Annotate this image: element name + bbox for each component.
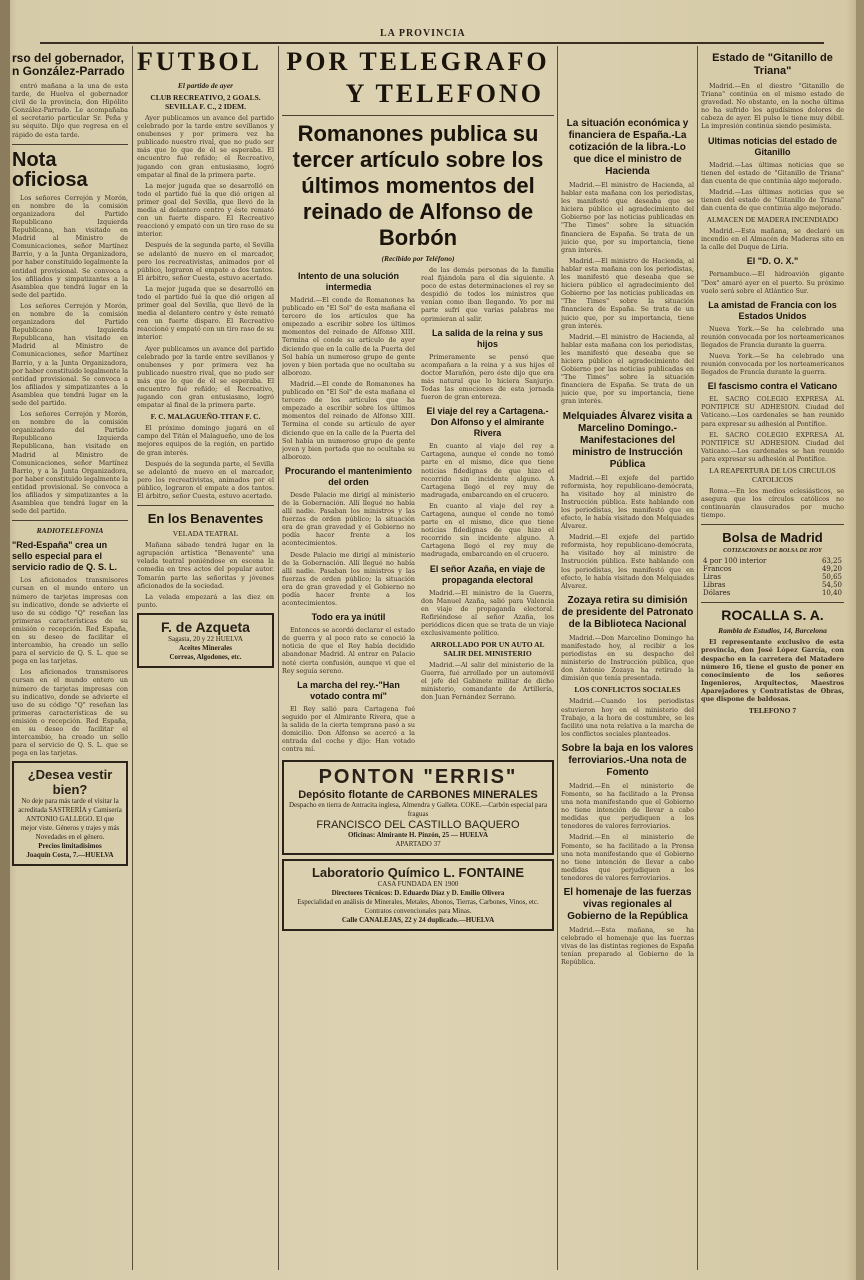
col3-s7-title: El viaje del rey a Cartagena.-Don Alfonso y el almirante Rivera [426,406,549,439]
col3-recibido: (Recibido por Teléfono) [381,254,455,263]
rate-label: Dólares [703,589,731,598]
col2-sub: El partido de ayer [177,81,234,90]
rate-label: Liras [703,573,721,582]
divider [701,524,844,525]
col4-s5-title: Sobre la baja en los valores ferroviarios.-Una nota de Fomento [561,742,694,778]
col3-s1-body-2: Madrid.—El conde de Romanones ha publicado en "El Sol" de esta mañana el tercero de los artículos que ha empezado a escribir sobre los últimos momentos del reinado de Alfonso XIII. Termina el conde su artículo de ayer diciendo que en la calle de la Puerta del Sol había un numeroso grupo de gente joven y bien portada que no ocultaba su alborozo. [282,379,415,461]
col2-ad-addr: Sagasta, 20 y 22 HUELVA [168,634,243,643]
col5-s2-title: Ultimas noticias del estado de Gitanillo [707,135,838,157]
col2-benav-title: En los Benaventes [147,511,264,527]
column-2 [137,46,274,1276]
col2-benav-body: Mañana sábado tendrá lugar en la agrupación artística "Benavente" una velada teatral poniéndose en escena la comedia en tres actos del popular autor. Tomarán parte las señoritas y jóvenes aficionados de la sociedad. [137,541,274,590]
col2-body1: Ayer publicamos un avance del partido celebrado por la tarde entre sevillanos y onubenses y por primera vez ha publicado nuestro rival, que no pudo ser más que lo que de él se esperaba. El encuentro fué reñido; el Recreativo, jugando con gran entusiasmo, logró empatar al final de la primera parte. [137,114,274,179]
col2-benav-footer: La velada empezará a las diez en punto. [137,592,274,609]
rate-value: 10,40 [821,589,842,598]
col4-s1-body: Madrid.—El ministro de Hacienda, al hablar esta mañana con los periodistas, les manifestó que deseaba que se hiciera público el agradecimiento del Gobierno por las noticias publicadas en "The Times" sobre la situación financiera de España. Se trata de un juicio que, por su importancia, tiene gran interés. [561,181,694,254]
col2-ad-title: F. de Azqueta [161,618,250,635]
divider [137,505,274,506]
col3-ad1-owner: FRANCISCO DEL CASTILLO BAQUERO [316,819,520,832]
col4-s2-body: Madrid.—El exjefe del partido reformista, hoy republicano-demócrata, ha visitado hoy al ministro de Instrucción pública. Este hablando con los periodistas, les manifestó que en efecto, le había visitado don Melquiades Álvarez. [561,473,694,531]
col4-s6-body: Madrid.—Esta mañana, se ha celebrado el homenaje que las fuerzas vivas de las distintas regiones de España tenían preparado al Gobierno de la República. [561,926,694,967]
col5-s2-body: Madrid.—Las últimas noticias que se tienen del estado de "Gitanillo de Triana" dan cuenta de que continúa algo mejorado. [701,160,844,185]
col2-body3b: Después de la segunda parte, el Sevilla se adelantó de nuevo en el marcador, pero los recreativistas, animados por el público, lograron el empate a dos tantos. El árbitro, señor Cuesta, estuvo acertado. [137,459,274,501]
column-5 [701,46,844,1276]
col4-s2-body-2: Madrid.—El exjefe del partido reformista, hoy republicano-demócrata, ha visitado hoy al ministro de Instrucción pública. Este hablando con los periodistas, les manifestó que en efecto, le había visitado don Melquiades Álvarez. [561,533,694,590]
col3-s9-title: ARROLLADO POR UN AUTO AL SALIR DEL MINISTERIO [430,640,545,659]
col5-s4-body: Pernambuco.—El hidroavión gigante "Dox" amaró ayer en el puerto. Su próximo vuelo será sobre el Atlántico Sur. [701,270,844,295]
rate-value: 50,65 [821,573,842,582]
col4-s3-body: Madrid.—Don Marcelino Domingo ha manifestado hoy, al recibir a los periodistas en su despacho del ministerio de Instrucción pública, que don Antonio Zozaya ha retirado la dimisión que tenía presentada. [561,633,694,683]
col1-title: rso del gobernador, n González-Parrado [12,51,125,78]
col4-s1-title: La situación económica y financiera de España.-La cotización de la libra.-Lo que dice el ministro de Hacienda [566,118,689,177]
col3-s6-title: La salida de la reina y sus hijos [431,327,544,349]
col5-s6-title: El fascismo contra el Vaticano [707,381,838,392]
rate-label: Libras [703,581,726,590]
divider [701,602,844,603]
col3-ad1-sub: Depósito flotante de CARBONES MINERALES [298,789,538,802]
col3-ad1-box [282,760,554,855]
col3-s8-body: Madrid.—El ministro de la Guerra, don Manuel Azaña, salió para Valencia en viaje de propaganda electoral. Refiriéndose al señor Azaña, los periódicos dicen que se trata de un viaje exclusivamente político. [421,588,554,637]
col4-s3-title: Zozaya retira su dimisión de presidente del Patronato de la Biblioteca Nacional [561,594,694,630]
col2-ad-line2: Correas, Algodones, etc. [169,652,242,661]
col3-s6-body: Primeramente se pensó que acompañara a la reina y a sus hijos el doctor Marañón, pero éste dijo que era más natural que lo hiciera Sanjurjo. Todas las emociones de esta jornada fueron de gran entereza. [421,352,554,402]
col4-s5-body-2: Madrid.—En el ministerio de Fomento, se ha facilitado a la Prensa una nota manifestando que el Gobierno no tiene intención de llevar a cabo medidas que perjudiquen a los tenedores de valores ferroviarios. [561,833,694,882]
bolsa-table [701,557,844,597]
col2-teams: CLUB RECREATIVO, 2 GOALS. SEVILLA F. C., 2 IDEM. [150,93,261,111]
col3-s4-title: La marcha del rey.-"Han votado contra mí" [297,679,400,701]
col5-s6-body: EL SACRO COLEGIO EXPRESA AL PONTIFICE SU ADHESION. Ciudad del Vaticano.—Los cardenales se han reunido para expresar su adhesión al Pontífice. [701,395,844,428]
col3-s4-body: El Rey salió para Cartagena fué seguido por el Almirante Rivera, que a la salida de la cierta temprana pasó a su domicilio. Don Alfonso se acercó a la entrada del coche y dijo: Han votado contra mí. [282,704,415,754]
col3-left [282,266,415,756]
col4-s4-body: Madrid.—Cuando los periodistas estuvieron hoy en el ministerio del Trabajo, a la hora de costumbre, se les facilitó una nota relativa a la marcha de los conflictos sociales planteados. [561,697,694,738]
col1-nota-body-3: Los señores Cerrejón y Morón, en nombre de la comisión organizadora del Partido Republicano Izquierda Republicana, han visitado en Madrid al Ministro de Comunicaciones, señor Martínez Barrio, y a la Junta Organizadora, por haber constituido legalmente la entidad provisional. Se convoca a los afiliados y simpatizantes a la Asamblea que tendrá lugar en la sede del partido. [12,410,128,516]
col5-s5-body: Nueva York.—Se ha celebrado una reunión convocada por los norteamericanos llegados de Francia durante la guerra. [701,324,844,349]
col2-benav-sub: VELADA TEATRAL [172,529,239,539]
col5-title: Estado de "Gitanillo de Triana" [712,52,833,77]
column-rule [557,46,558,1270]
divider [12,144,128,145]
col3-ad1-body: Despacho en tierra de Antracita inglesa, Almendra y Galleta. COKE.—Carbón especial para fraguas [288,801,548,819]
col3-s3-title: Todo era ya inútil [311,612,386,623]
col2-title: FUTBOL [137,47,262,76]
table-row [701,573,844,581]
col3-ad2-title: Laboratorio Químico L. FONTAINE [311,865,525,881]
col5-s7-body: Roma.—En los medios eclesiásticos, se asegura que los círculos católicos no continuarán clausurados por mucho tiempo. [701,487,844,520]
col2-ad-line1: Aceites Minerales [178,643,233,652]
col1-ad-title: ¿Desea vestir bien? [27,767,113,798]
col3-ad2-founded: CASA FUNDADA EN 1900 [377,880,459,889]
table-row [701,581,844,589]
col3-s1-body: Madrid.—El conde de Romanones ha publicado en "El Sol" de esta mañana el tercero de los artículos que ha empezado a escribir sobre los últimos momentos del reinado de Alfonso XIII. Termina el conde su artículo de ayer diciendo que en la calle de la Puerta del Sol había un numeroso grupo de gente joven y bien portada que no ocultaba su alborozo. [282,296,415,377]
col3-title1: POR TELEGRAFO [286,47,550,76]
col5-ad-phone: TELEFONO 7 [748,706,797,716]
col3-subcolumns [282,266,554,756]
col4-s4-title: LOS CONFLICTOS SOCIALES [574,685,681,695]
col5-body1: Madrid.—En el diestro "Gitanillo de Triana" continúa en el mismo estado de gravedad. No obstante, en la noche última no ha sufrido los agudísimos dolores de cabeza de ayer. El pulso le tiene muy débil. La impresión continúa siendo pesimista. [701,82,844,131]
col3-s9-body: Madrid.—Al salir del ministerio de la Guerra, fué arrollado por un automóvil el jefe del Gabinete militar de dicho ministerio, comandante de Artillería, don Juan Fernández Serrano. [421,661,554,702]
divider [12,520,128,521]
table-row [701,565,844,573]
rate-label: Francos [703,565,732,574]
col1-ad-body: No deje para más tarde el visitar la acreditada SASTRERÍA y Camisería ANTONIO GALLEGO. El que mejor viste. Géneros y trajes y más Novedades en el género. [18,797,122,842]
col2-body4: F. C. MALAGUEÑO-TITAN F. C. [150,412,261,422]
rate-value: 49,20 [821,565,842,574]
col3-ad1-apartado: APARTADO 37 [395,840,441,849]
col1-ad-box [12,761,128,866]
rate-label: 4 por 100 interior [703,557,767,566]
col5-s3-body: Madrid.—Esta mañana, se declaró un incendio en el Almacén de Maderas sito en la calle del Duque de Liria. [701,227,844,252]
col3-ad2-directors: Directores Técnicos: D. Eduardo Díaz y D. Emilio Olivera [331,889,505,898]
col2-ad-box [137,613,274,668]
rate-value: 63,25 [821,557,842,566]
table-row [701,557,844,565]
col5-ad-body: El representante exclusivo de esta provincia, don José López García, con despacho en la carretera del Matadero número 16, tiene el gusto de poner en conocimiento de los señores Ingenieros, Arquitectos, Maestros Aparejadores y Contratistas de Obras, que dispone de baldosas. [701,638,844,704]
col3-s7-body-2: En cuanto al viaje del rey a Cartagena, aunque el conde no tomó parte en el mismo, dice que tiene noticias fidedignas de que hizo el recorrido sin incidente alguno. A Cartagena llegó el rey muy de madrugada, embarcando en el crucero. [421,501,554,559]
col3-s2-body: Desde Palacio me dirigí al ministerio de la Gobernación. Allí llegué no había allí nadie. Pasaban los ministros y las fuerzas de orden público; la situación era de gran gravedad y el Gobierno no podía hacer frente a los acontecimientos. [282,490,415,548]
divider [282,115,554,116]
col5-s5-title: La amistad de Francia con los Estados Unidos [708,299,837,321]
column-1 [12,46,128,1276]
col1-radio-body: Los aficionados transmisores cursan en el mundo entero un número de tarjetas impresas con su indicativo, donde se advierte el uso de su código "Q" reseñan las primeras características de su emisión o recepción. Red España, en su deseo de facilitar el intercambio, ha creado un sello para el servicio de Q. S. L. que se pega en las tarjetas. [12,576,128,666]
col3-ad2-body: Especialidad en análisis de Minerales, Metales, Abonos, Tierras, Carbones, Vinos, etc. Contratos convencionales para Minas. [297,898,539,916]
col3-ad1-addr: Oficinas: Almirante H. Pinzón, 25 — HUELVA [347,831,488,840]
col1-body: entró mañana a la una de esta tarde, de Huelva el gobernador civil de la provincia, don Hipólito González-Parrado. Le acompañaba el secretario particular Sr. Peña y su séquito. Dijo que regresa en el rápido de esta tarde. [12,82,128,139]
col3-title2: Y TELEFONO [345,79,544,108]
col2-body2: La mejor jugada que se desarrolló en todo el partido fué la que dió origen al primer goal del Sevilla, que llevó de la media al delantero centro y éste remató con un fuerte disparo. El Recreativo reaccionó y empató con un tiro raso de su interior. [137,181,274,239]
col1-radio-section: RADIOTELEFONIA [36,526,104,536]
masthead [40,28,824,44]
col3-lead: Romanones publica su tercer artículo sobre los últimos momentos del reinado de Alfonso de Borbón [292,121,544,250]
col3-s2-title: Procurando el mantenimiento del orden [284,465,413,487]
col4-s5-body: Madrid.—En el ministerio de Fomento, se ha facilitado a la Prensa una nota manifestando que el Gobierno no tiene intención de llevar a cabo medidas que perjudiquen a los tenedores de valores ferroviarios. [561,781,694,831]
col3-s7-body: En cuanto al viaje del rey a Cartagena, aunque el conde no tomó parte en el mismo, dice que tiene noticias fidedignas de que hizo el recorrido sin incidente alguno. A Cartagena llegó el rey muy de madrugada, embarcando en el crucero. [421,442,554,499]
column-rule [697,46,698,1270]
col1-radio-title: "Red-España" crea un sello especial para el servicio radio de Q. S. L. [12,540,118,573]
col2-body3: Después de la segunda parte, el Sevilla se adelantó de nuevo en el marcador, pero los recreativistas, animados por el público, lograron el empate a dos tantos. El árbitro, señor Cuesta, estuvo acertado. [137,241,274,282]
col3-s1-title: Intento de una solución intermedia [298,271,399,292]
col3-ad2-addr: Calle CANALEJAS, 22 y 24 duplicado.—HUELVA [341,916,495,925]
column-rule [278,46,279,1270]
col3-s5-body: de las demás personas de la familia real fijándola para el día siguiente. A poco de estas determinaciones el rey se despidió de todos los ministros que venían como iban llegando. Yo por mi parte sufrí que varias palabras me oprimieran al salir. [421,266,554,323]
scan-edge-right [856,0,864,1280]
col5-bolsa-title: Bolsa de Madrid [722,530,823,546]
newspaper-name: LA PROVINCIA [380,28,466,39]
col3-s3-body: Entonces se acordó declarar el estado de guerra y al poco rato se conoció la noticia de que el Rey había decidido abandonar Madrid. Al entrar en Palacio noté cierta confusión, aunque vi que el Rey seguía sereno. [282,626,415,675]
col5-bolsa-sub: COTIZACIONES DE BOLSA DE HOY [723,548,822,555]
col5-s2-body-2: Madrid.—Las últimas noticias que se tienen del estado de "Gitanillo de Triana" dan cuenta de que continúa algo mejorado. [701,187,844,213]
col2-body2b: La mejor jugada que se desarrolló en todo el partido fué la que dió origen al primer goal del Sevilla, que llevó de la media al delantero centro y éste remató con un fuerte disparo. El Recreativo reaccionó y empató con un tiro raso de su interior. [137,284,274,342]
col5-s3-title: ALMACEN DE MADERA INCENDIADO [706,215,839,225]
col3-s8-title: El señor Azaña, en viaje de propaganda electoral [429,563,546,585]
col1-nota-body: Los señores Cerrejón y Morón, en nombre de la comisión organizadora del Partido Republicano Izquierda Republicana, han visitado en Madrid al Ministro de Comunicaciones, señor Martínez Barrio, y a la Junta Organizadora, por haber constituido legalmente la entidad provisional. Se convoca a los afiliados y simpatizantes a la Asamblea que tendrá lugar en la sede del partido. [12,193,128,299]
col5-s5-body-2: Nueva York.—Se ha celebrado una reunión convocada por los norteamericanos llegados de Francia durante la guerra. [701,351,844,377]
column-rule [132,46,133,1270]
col3-right [421,266,554,756]
column-4 [561,46,694,1276]
col2-body1b: Ayer publicamos un avance del partido celebrado por la tarde entre sevillanos y onubenses y por primera vez ha publicado nuestro rival, que no pudo ser más que lo que de él se esperaba. El encuentro fué reñido; el Recreativo, jugando con gran entusiasmo, logró empatar al final de la primera parte. [137,344,274,410]
col5-ad-sub: Rambla de Estudios, 14, Barcelona [718,626,827,636]
col1-ad-footer: Precios limitadísimos Joaquín Costa, 7.—HUELVA [26,842,114,860]
col1-nota-body-2: Los señores Cerrejón y Morón, en nombre de la comisión organizadora del Partido Republicano Izquierda Republicana, han visitado en Madrid al Ministro de Comunicaciones, señor Martínez Barrio, y a la Junta Organizadora, por haber constituido legalmente la entidad provisional. Se convoca a los afiliados y simpatizantes a la Asamblea que tendrá lugar en la sede del partido. [12,301,128,407]
col4-s1-body-2: Madrid.—El ministro de Hacienda, al hablar esta mañana con los periodistas, les manifestó que deseaba que se hiciera público el agradecimiento del Gobierno por las noticias publicadas en "The Times" sobre la situación financiera de España. Se trata de un juicio que, por su importancia, tiene gran interés. [561,256,694,330]
rate-value: 54,50 [821,581,842,590]
table-row [701,589,844,597]
col4-s6-title: El homenaje de las fuerzas vivas regionales al Gobierno de la República [563,887,692,922]
col3-ad1-title: PONTON "ERRIS" [318,766,518,789]
col3-ad2-box [282,859,554,931]
col1-radio-body-2: Los aficionados transmisores cursan en el mundo entero un número de tarjetas impresas con su indicativo, donde se advierte el uso de su código "Q" reseñan las primeras características de su emisión o recepción. Red España, en su deseo de facilitar el intercambio, ha creado un sello para el servicio de Q. S. L. que se pega en las tarjetas. [12,668,128,758]
col4-s1-body-3: Madrid.—El ministro de Hacienda, al hablar esta mañana con los periodistas, les manifestó que deseaba que se hiciera público el agradecimiento del Gobierno por las noticias publicadas en "The Times" sobre la situación financiera de España. Se trata de un juicio que, por su importancia, tiene gran interés. [561,332,694,406]
col5-ad-title: ROCALLA S. A. [721,607,824,624]
col5-s4-title: El "D. O. X." [746,256,799,267]
col5-s6-body-2: EL SACRO COLEGIO EXPRESA AL PONTIFICE SU ADHESION. Ciudad del Vaticano.—Los cardenales se han reunido para expresar su adhesión al Pontífice. [701,430,844,463]
col3-s2-body-2: Desde Palacio me dirigí al ministerio de la Gobernación. Allí llegué no había allí nadie. Pasaban los ministros y las fuerzas de orden público; la situación era de gran gravedad y el Gobierno no podía hacer frente a los acontecimientos. [282,550,415,608]
col4-s2-title: Melquiades Álvarez visita a Marcelino Domingo.-Manifestaciones del ministro de Instrucción Pública [562,410,693,470]
scan-edge-left [0,0,10,1280]
column-3 [282,46,554,1276]
col2-body5: El próximo domingo jugará en el campo del Titán el Malagueño, uno de los mejores equipos de la región, en partido de gran interés. [137,424,274,457]
col1-nota-title: Nota oficiosa [12,148,88,191]
col5-s7-title: LA REAPERTURA DE LOS CIRCULOS CATOLICOS [709,466,836,484]
